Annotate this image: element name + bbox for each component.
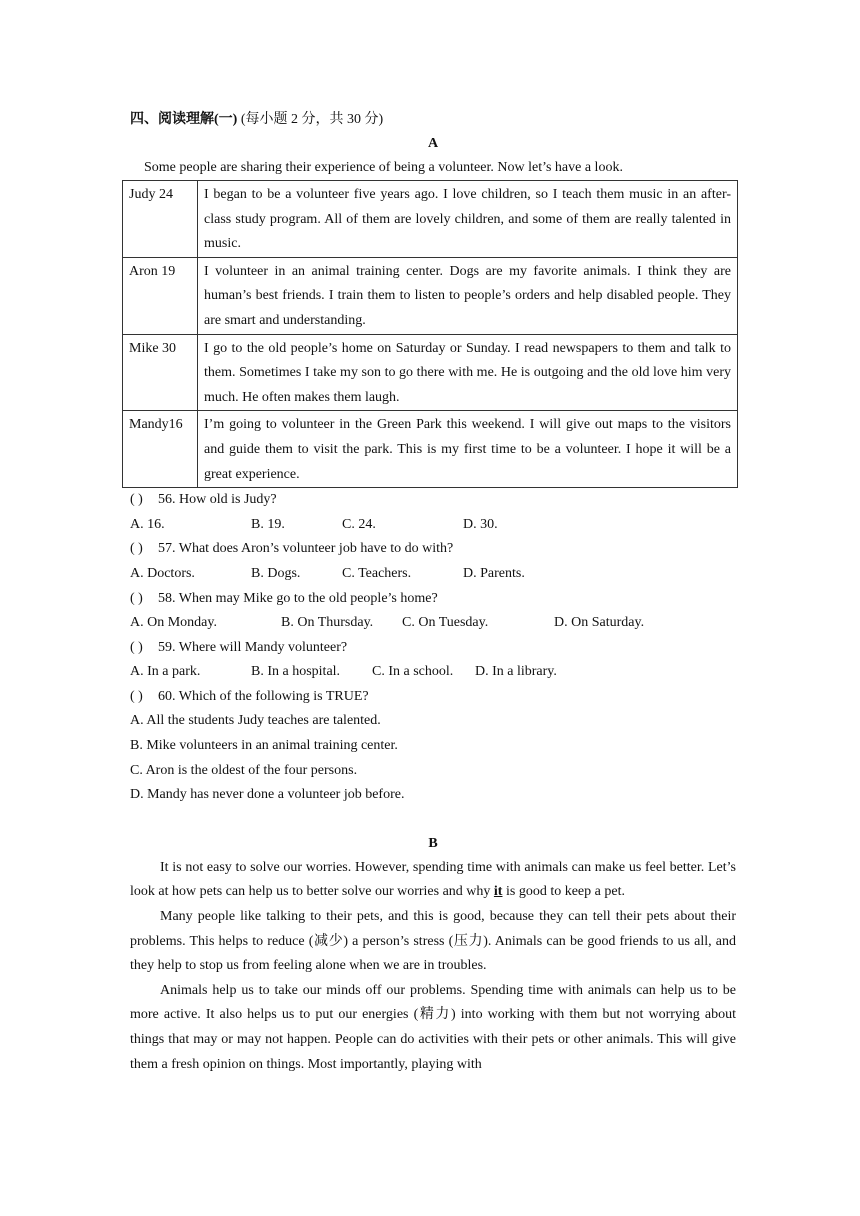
option-a: A. In a park. <box>130 664 201 680</box>
option-a: A. On Monday. <box>130 615 217 631</box>
question-57-options <box>130 562 736 587</box>
option-d: D. 30. <box>463 516 498 532</box>
answer-blank[interactable]: ( ) <box>130 541 143 557</box>
option-c: C. In a school. <box>372 664 454 680</box>
option-a: A. Doctors. <box>130 565 195 581</box>
volunteer-name: Mandy16 <box>123 411 198 488</box>
paragraph-1-text: It is not easy to solve our worries. However, spending time with animals can make us feel better. Let’s look at how pets can help us to better solve our worries and why <box>130 859 736 900</box>
volunteer-text: I go to the old people’s home on Saturday or Sunday. I read newspapers to them and talk to them. Sometimes I take my son to go there with me. He is outgoing and the old love him very much. He often makes them laugh. <box>198 334 738 411</box>
option-b: B. 19. <box>251 516 285 532</box>
part-a-label: A <box>427 136 439 151</box>
section-heading <box>130 108 736 132</box>
question-58-options <box>130 611 736 636</box>
option-d: D. In a library. <box>475 664 557 680</box>
option-d: D. On Saturday. <box>554 615 645 631</box>
option-c: C. Aron is the oldest of the four persons. <box>130 762 358 778</box>
table-row <box>123 257 738 334</box>
table-row <box>123 334 738 411</box>
option-b: B. Mike volunteers in an animal training center. <box>130 738 398 754</box>
question-58 <box>130 587 736 612</box>
option-b: B. Dogs. <box>251 565 301 581</box>
option-c: C. On Tuesday. <box>402 615 489 631</box>
question-59 <box>130 636 736 661</box>
table-row <box>123 411 738 488</box>
option-c: C. Teachers. <box>342 565 412 581</box>
volunteer-text: I’m going to volunteer in the Green Park this weekend. I will give out maps to the visitors and guide them to visit the park. This is my first time to be a volunteer. I hope it will be a great experience. <box>198 411 738 488</box>
document-page <box>130 108 736 1077</box>
underlined-word: it <box>493 884 503 900</box>
answer-blank[interactable]: ( ) <box>130 639 143 655</box>
part-b-label: B <box>428 835 438 851</box>
question-stem: 59. Where will Mandy volunteer? <box>158 639 348 655</box>
volunteer-text: I began to be a volunteer five years ago. I love children, so I teach them music in an after-class study program. All of them are lovely children, and some of them are really talented in music. <box>198 181 738 258</box>
question-60 <box>130 685 736 710</box>
volunteer-text: I volunteer in an animal training center. Dogs are my favorite animals. I think they are human’s best friends. I train them to listen to people’s orders and help disabled people. They are smart and understanding. <box>198 257 738 334</box>
paragraph-2: Many people like talking to their pets, and this is good, because they can tell their pets about their problems. This helps to reduce (减少) a person’s stress (压力). Animals can be good friends to us all, and they help to stop us from feeling alone when we are in troubles. <box>130 909 736 974</box>
option-d: D. Mandy has never done a volunteer job before. <box>130 787 405 803</box>
option-a: A. All the students Judy teaches are talented. <box>130 713 381 729</box>
part-a-intro: Some people are sharing their experience of being a volunteer. Now let’s have a look. <box>144 160 623 175</box>
question-57 <box>130 537 736 562</box>
answer-blank[interactable]: ( ) <box>130 590 143 606</box>
section-title: 四、阅读理解(一) <box>130 112 238 127</box>
question-stem: 60. Which of the following is TRUE? <box>158 688 369 704</box>
option-b: B. In a hospital. <box>251 664 341 680</box>
option-a: A. 16. <box>130 516 165 532</box>
paragraph-1 <box>130 856 736 905</box>
volunteer-name: Aron 19 <box>123 257 198 334</box>
question-59-options <box>130 660 736 685</box>
paragraph-3: Animals help us to take our minds off our problems. Spending time with animals can help us to be more active. It also helps us to put our energies (精力) into working with them but not worrying about things that may or may not happen. People can do activities with their pets or other animals. This will give them a fresh opinion on things. Most importantly, playing with <box>130 982 736 1072</box>
volunteer-name: Mike 30 <box>123 334 198 411</box>
question-stem: 58. When may Mike go to the old people’s home? <box>158 590 438 606</box>
question-stem: 57. What does Aron’s volunteer job have to do with? <box>158 541 454 557</box>
section-score-note: (每小题 2 分，共 30 分) <box>237 112 384 127</box>
table-row <box>123 181 738 258</box>
answer-blank[interactable]: ( ) <box>130 492 143 508</box>
option-d: D. Parents. <box>463 565 525 581</box>
option-b: B. On Thursday. <box>281 615 374 631</box>
question-56-options <box>130 513 736 538</box>
option-c: C. 24. <box>342 516 376 532</box>
spacer <box>130 808 736 832</box>
answer-blank[interactable]: ( ) <box>130 688 143 704</box>
volunteer-name: Judy 24 <box>123 181 198 258</box>
question-56 <box>130 488 736 513</box>
volunteer-table <box>122 180 738 488</box>
question-stem: 56. How old is Judy? <box>158 492 277 508</box>
paragraph-1-text-end: is good to keep a pet. <box>502 884 625 900</box>
